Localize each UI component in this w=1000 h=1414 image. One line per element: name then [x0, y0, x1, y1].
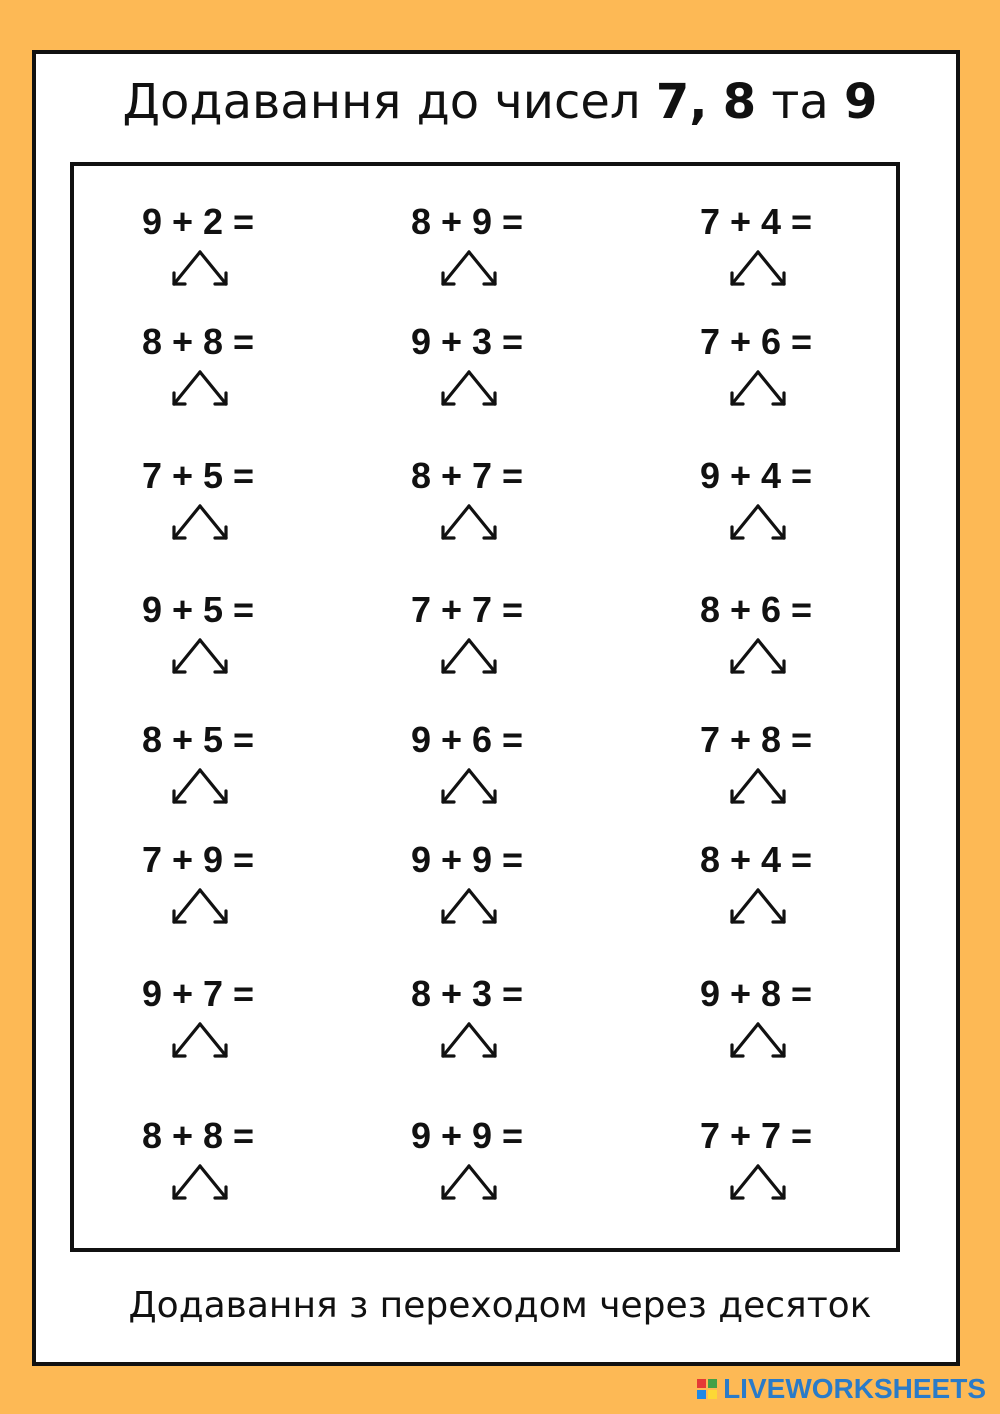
- task-equation: 9 + 2 =: [141, 201, 255, 242]
- task-equation: 7 + 7 =: [699, 1115, 813, 1156]
- title-number-8: 8: [722, 74, 757, 130]
- task-item: [377, 202, 557, 302]
- task-item: [108, 202, 288, 302]
- task-equation: 8 + 4 =: [699, 839, 813, 880]
- task-item: [666, 840, 846, 940]
- task-equation: 9 + 9 =: [410, 1115, 524, 1156]
- split-arrows-icon: [168, 766, 232, 808]
- task-equation: 9 + 7 =: [141, 973, 255, 1014]
- task-item: [377, 456, 557, 556]
- task-equation: 7 + 9 =: [141, 839, 255, 880]
- title-number-9: 9: [844, 74, 878, 130]
- task-equation: 7 + 6 =: [699, 321, 813, 362]
- title-conjunction: та: [756, 74, 845, 130]
- split-arrows-icon: [168, 248, 232, 290]
- title-prefix: Додавання до чисел: [122, 74, 656, 130]
- task-item: [108, 322, 288, 422]
- task-item: [377, 720, 557, 820]
- task-item: [666, 1116, 846, 1216]
- task-item: [377, 590, 557, 690]
- task-item: [666, 322, 846, 422]
- task-item: [377, 974, 557, 1074]
- task-equation: 8 + 8 =: [141, 321, 255, 362]
- split-arrows-icon: [726, 368, 790, 410]
- split-arrows-icon: [437, 1020, 501, 1062]
- split-arrows-icon: [726, 248, 790, 290]
- task-item: [377, 322, 557, 422]
- task-item: [666, 202, 846, 302]
- task-item: [108, 974, 288, 1074]
- task-equation: 8 + 8 =: [141, 1115, 255, 1156]
- task-item: [108, 720, 288, 820]
- task-item: [377, 840, 557, 940]
- brand-name: LIVEWORKSHEETS: [723, 1373, 986, 1404]
- task-item: [108, 840, 288, 940]
- split-arrows-icon: [726, 766, 790, 808]
- task-equation: 8 + 7 =: [410, 455, 524, 496]
- task-item: [108, 590, 288, 690]
- split-arrows-icon: [168, 1020, 232, 1062]
- task-equation: 9 + 3 =: [410, 321, 524, 362]
- task-item: [377, 1116, 557, 1216]
- task-equation: 8 + 6 =: [699, 589, 813, 630]
- title-number-7: 7,: [655, 74, 708, 130]
- split-arrows-icon: [437, 886, 501, 928]
- split-arrows-icon: [437, 368, 501, 410]
- task-item: [108, 1116, 288, 1216]
- task-equation: 8 + 5 =: [141, 719, 255, 760]
- split-arrows-icon: [168, 1162, 232, 1204]
- brand-watermark: [697, 1374, 986, 1404]
- task-equation: 7 + 7 =: [410, 589, 524, 630]
- split-arrows-icon: [726, 886, 790, 928]
- task-item: [666, 974, 846, 1074]
- split-arrows-icon: [726, 502, 790, 544]
- split-arrows-icon: [168, 886, 232, 928]
- liveworksheets-logo-icon: [697, 1379, 717, 1399]
- page-title: [0, 72, 1000, 132]
- task-equation: 9 + 9 =: [410, 839, 524, 880]
- task-item: [108, 456, 288, 556]
- split-arrows-icon: [168, 636, 232, 678]
- task-equation: 7 + 5 =: [141, 455, 255, 496]
- split-arrows-icon: [437, 636, 501, 678]
- split-arrows-icon: [726, 1020, 790, 1062]
- split-arrows-icon: [437, 766, 501, 808]
- task-equation: 8 + 9 =: [410, 201, 524, 242]
- task-equation: 9 + 6 =: [410, 719, 524, 760]
- task-equation: 9 + 4 =: [699, 455, 813, 496]
- worksheet-subtitle: Додавання з переходом через десяток: [128, 1285, 872, 1326]
- tasks-box: [70, 162, 900, 1252]
- task-equation: 9 + 5 =: [141, 589, 255, 630]
- split-arrows-icon: [437, 502, 501, 544]
- split-arrows-icon: [168, 502, 232, 544]
- split-arrows-icon: [437, 1162, 501, 1204]
- split-arrows-icon: [437, 248, 501, 290]
- split-arrows-icon: [726, 1162, 790, 1204]
- task-item: [666, 456, 846, 556]
- task-equation: 8 + 3 =: [410, 973, 524, 1014]
- task-item: [666, 720, 846, 820]
- task-equation: 9 + 8 =: [699, 973, 813, 1014]
- task-equation: 7 + 4 =: [699, 201, 813, 242]
- split-arrows-icon: [168, 368, 232, 410]
- task-equation: 7 + 8 =: [699, 719, 813, 760]
- split-arrows-icon: [726, 636, 790, 678]
- task-item: [666, 590, 846, 690]
